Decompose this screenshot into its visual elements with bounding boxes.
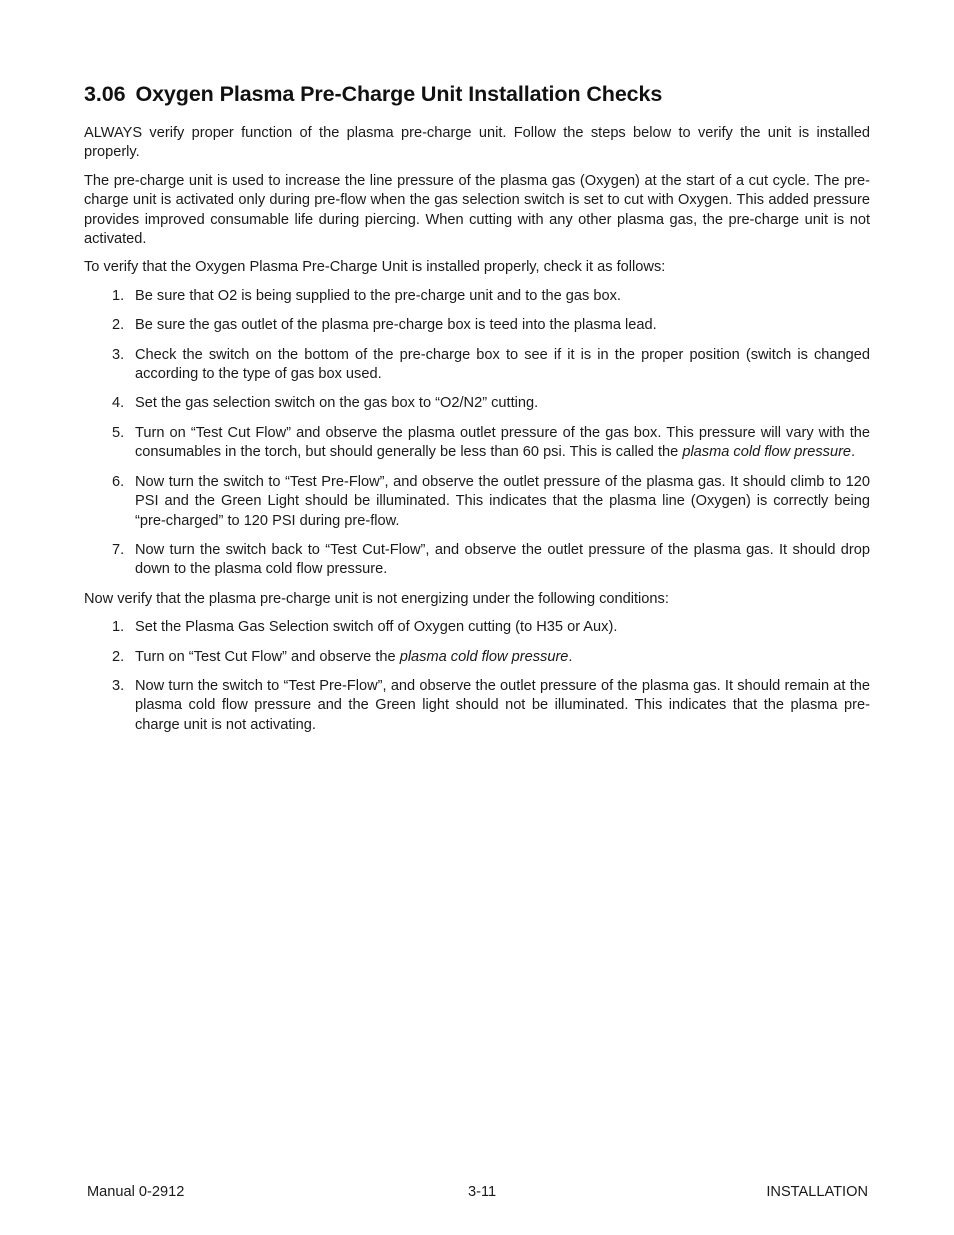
non-energizing-steps-list (84, 618, 870, 735)
paragraph-energizing-check: Now verify that the plasma pre-charge unit is not energizing under the following conditions: (84, 590, 669, 607)
list-item (84, 541, 870, 580)
step-number: 7. (112, 541, 125, 558)
step-text: Set the gas selection switch on the gas box to “O2/N2” cutting. (135, 395, 539, 412)
step-text: Now turn the switch to “Test Pre-Flow”, and observe the outlet pressure of the plasma gas. It should remain at the plasma cold flow pressure and the Green light should not be illuminated. This indicates that the plasma pre-charge unit is not activating. (135, 677, 870, 733)
list-item (84, 648, 870, 667)
paragraph-description: The pre-charge unit is used to increase the line pressure of the plasma gas (Oxygen) at the start of a cut cycle. The pre-charge unit is activated only during pre-flow when the gas selection switch is set to cut with Oxygen. This added pressure provides improved consumable life during piercing. When cutting with any other plasma gas, the pre-charge unit is not activated. (84, 172, 870, 248)
step-number: 3. (112, 346, 125, 363)
list-item (84, 316, 870, 335)
step-text: Set the Plasma Gas Selection switch off of Oxygen cutting (to H35 or Aux). (135, 619, 618, 636)
step-text: Be sure that O2 is being supplied to the pre-charge unit and to the gas box. (135, 287, 621, 304)
step-text: Turn on “Test Cut Flow” and observe the (135, 648, 400, 665)
step-text-tail: . (851, 444, 856, 461)
step-text-tail: . (568, 648, 573, 665)
list-item (84, 394, 870, 413)
step-text: Check the switch on the bottom of the pre-charge box to see if it is in the proper position (switch is changed according to the type of gas box used. (135, 346, 870, 383)
step-text-container (135, 424, 870, 463)
list-item (84, 677, 870, 735)
list-item (84, 287, 870, 306)
step-number: 2. (112, 317, 125, 334)
section-heading (84, 80, 870, 108)
verification-steps-list (84, 287, 870, 580)
page-footer (87, 1183, 868, 1202)
step-number: 6. (112, 473, 125, 490)
document-page (84, 80, 870, 745)
section-number: 3.06 (84, 82, 126, 106)
step-number: 1. (112, 619, 125, 636)
list-item (84, 618, 870, 637)
step-text: Be sure the gas outlet of the plasma pre-charge box is teed into the plasma lead. (135, 317, 657, 334)
step-text-container (135, 648, 870, 667)
step-emphasis: plasma cold flow pressure (682, 444, 852, 461)
step-number: 5. (112, 424, 125, 441)
step-text: Now turn the switch to “Test Pre-Flow”, and observe the outlet pressure of the plasma gas. It should climb to 120 PSI and the Green Light should be illuminated. This indicates that the plasma line (Oxygen) is correctly being “pre-charged” to 120 PSI during pre-flow. (135, 473, 870, 529)
section-title: Oxygen Plasma Pre-Charge Unit Installation Checks (135, 82, 663, 106)
step-number: 3. (112, 677, 125, 694)
paragraph-intro-steps: To verify that the Oxygen Plasma Pre-Charge Unit is installed properly, check it as follows: (84, 259, 666, 276)
step-text: Turn on “Test Cut Flow” and observe the plasma outlet pressure of the gas box. This pressure will vary with the consumables in the torch, but should generally be less than 60 psi. This is called the (135, 424, 870, 461)
step-number: 4. (112, 395, 125, 412)
footer-manual-number: Manual 0-2912 (87, 1184, 185, 1200)
step-number: 2. (112, 648, 125, 665)
step-emphasis: plasma cold flow pressure (399, 648, 569, 665)
list-item (84, 473, 870, 531)
step-text: Now turn the switch back to “Test Cut-Flow”, and observe the outlet pressure of the plasma gas. It should drop down to the plasma cold flow pressure. (135, 541, 870, 578)
footer-chapter: INSTALLATION (766, 1184, 868, 1200)
list-item (84, 424, 870, 463)
footer-page-number: 3-11 (468, 1184, 497, 1200)
list-item (84, 346, 870, 385)
step-number: 1. (112, 287, 125, 304)
paragraph-verify: ALWAYS verify proper function of the plasma pre-charge unit. Follow the steps below to verify the unit is installed properly. (84, 125, 870, 161)
